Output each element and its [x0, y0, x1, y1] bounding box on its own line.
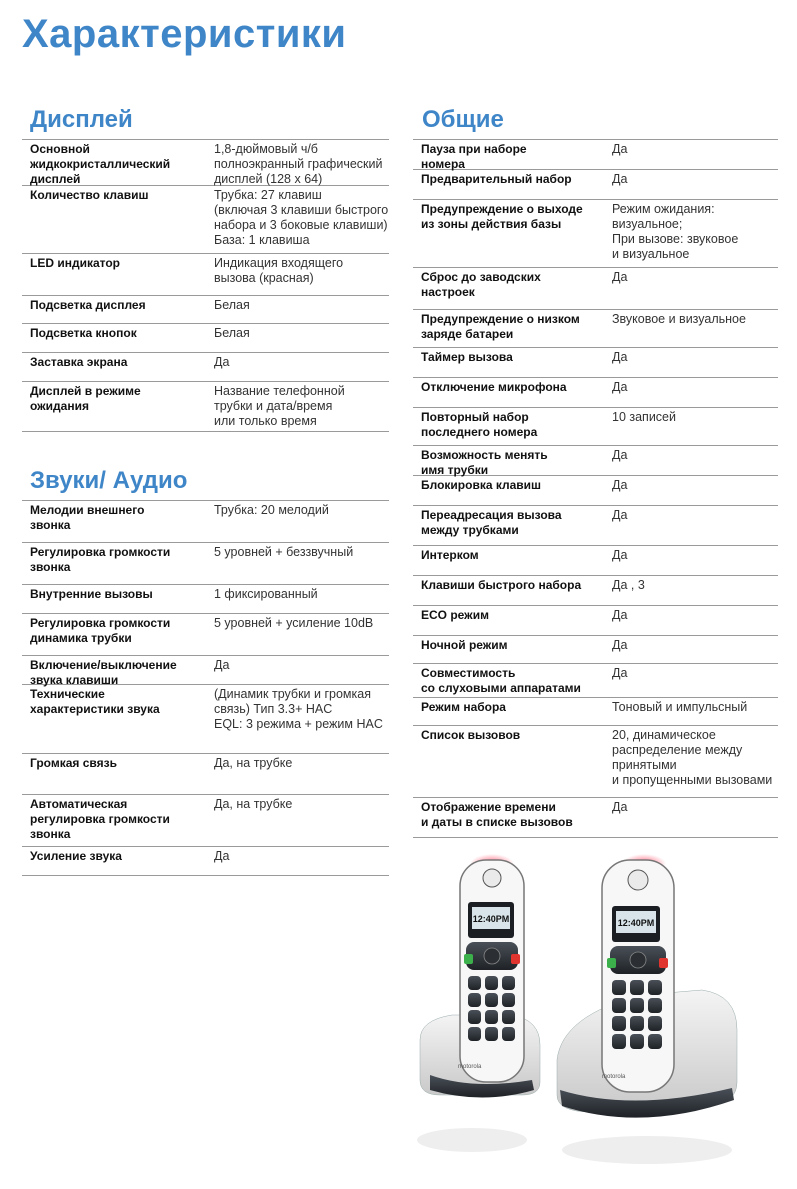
page-title: Характеристики [22, 12, 347, 56]
phone-b-brand: motorola [602, 1074, 626, 1080]
spec-row [413, 408, 778, 446]
spec-value: Да [612, 608, 628, 622]
spec-value: Да [612, 172, 628, 186]
spec-row [22, 140, 389, 186]
spec-row [413, 140, 778, 170]
spec-value: (Динамик трубки и громкая связь) Тип 3.3+ HAC EQL: 3 режима + режим HAC [214, 687, 383, 731]
spec-value: Да [612, 638, 628, 652]
spec-value: Тоновый и импульсный [612, 700, 748, 714]
spec-row [22, 324, 389, 353]
spec-row [413, 378, 778, 408]
spec-label: Пауза при наборе номера [421, 142, 527, 171]
spec-value: 5 уровней + беззвучный [214, 545, 354, 559]
spec-row [22, 685, 389, 754]
spec-label: Подсветка кнопок [30, 326, 137, 340]
spec-label: Включение/выключение звука клавиши [30, 658, 177, 687]
spec-row [413, 170, 778, 200]
spec-label: LED индикатор [30, 256, 121, 270]
display-section-title: Дисплей [30, 106, 133, 133]
spec-label: Сброс до заводских настроек [421, 270, 541, 299]
spec-value: Режим ожидания: визуальное; При вызове: звуковое и визуальное [612, 202, 739, 261]
cordless-phones-illustration [412, 850, 792, 1180]
spec-value: Да, на трубке [214, 756, 293, 770]
spec-label: Совместимость со слуховыми аппаратами [421, 666, 581, 695]
spec-row [22, 754, 389, 795]
spec-row [413, 506, 778, 546]
spec-label: Количество клавиш [30, 188, 149, 202]
spec-label: Блокировка клавиш [421, 478, 542, 492]
spec-value: Название телефонной трубки и дата/время или только время [214, 384, 345, 428]
spec-row [413, 636, 778, 664]
spec-row [413, 546, 778, 576]
spec-value: Да , 3 [612, 578, 645, 592]
spec-label: Регулировка громкости динамика трубки [30, 616, 171, 645]
spec-value: 1,8-дюймовый ч/б полноэкранный графический дисплей (128 x 64) [214, 142, 383, 186]
spec-row [22, 847, 389, 876]
spec-label: Предварительный набор [421, 172, 572, 186]
spec-value: Индикация входящего вызова (красная) [214, 256, 344, 285]
spec-value: Да [612, 142, 628, 156]
spec-label: Отключение микрофона [421, 380, 567, 394]
spec-label: Дисплей в режиме ожидания [30, 384, 141, 413]
spec-value: Белая [214, 298, 250, 312]
spec-label: Переадресация вызова между трубками [421, 508, 562, 537]
spec-label: Ночной режим [421, 638, 508, 652]
spec-value: Белая [214, 326, 250, 340]
spec-label: Мелодии внешнего звонка [30, 503, 145, 532]
spec-value: Да [612, 270, 628, 284]
spec-value: 1 фиксированный [214, 587, 318, 601]
phone-a-brand: motorola [458, 1064, 482, 1070]
spec-row [413, 200, 778, 268]
spec-label: Предупреждение о выходе из зоны действия базы [421, 202, 583, 231]
spec-label: Клавиши быстрого набора [421, 578, 582, 592]
spec-row [413, 664, 778, 698]
spec-label: Список вызовов [421, 728, 521, 742]
spec-value: Да [214, 658, 230, 672]
spec-label: Основной жидкокристаллический дисплей [30, 142, 171, 186]
product-photo [412, 850, 792, 1180]
spec-label: Автоматическая регулировка громкости звонка [30, 797, 170, 841]
spec-value: Да [612, 666, 628, 680]
spec-row [413, 348, 778, 378]
spec-row [22, 795, 389, 847]
spec-label: Усиление звука [30, 849, 122, 863]
spec-label: Отображение времени и даты в списке вызовов [421, 800, 573, 829]
spec-row [22, 501, 389, 543]
display-spec-table [22, 139, 389, 432]
spec-label: Предупреждение о низком заряде батареи [421, 312, 580, 341]
spec-row [22, 186, 389, 254]
spec-value: Да [612, 478, 628, 492]
spec-label: Таймер вызова [421, 350, 513, 364]
sound-spec-table [22, 500, 389, 876]
spec-row [413, 606, 778, 636]
spec-label: Громкая связь [30, 756, 117, 770]
spec-value: Да [612, 508, 628, 522]
spec-row [22, 656, 389, 685]
spec-row [413, 798, 778, 838]
spec-row [413, 476, 778, 506]
spec-value: Да, на трубке [214, 797, 293, 811]
spec-row [413, 310, 778, 348]
spec-value: 20, динамическое распределение между принятыми и пропущенными вызовами [612, 728, 773, 787]
spec-label: Внутренние вызовы [30, 587, 153, 601]
spec-label: Интерком [421, 548, 479, 562]
spec-label: Подсветка дисплея [30, 298, 146, 312]
spec-row [413, 268, 778, 310]
spec-value: Звуковое и визуальное [612, 312, 746, 326]
spec-label: Технические характеристики звука [30, 687, 160, 716]
spec-row [413, 726, 778, 798]
phone-b-screen-time: 12:40PM [617, 918, 655, 928]
spec-value: Да [612, 548, 628, 562]
spec-label: Возможность менять имя трубки [421, 448, 548, 477]
spec-value: 10 записей [612, 410, 676, 424]
spec-row [22, 585, 389, 614]
spec-row [22, 296, 389, 324]
spec-value: Да [612, 800, 628, 814]
spec-label: Режим набора [421, 700, 506, 714]
spec-value: Да [612, 448, 628, 462]
phone-a-screen-time: 12:40PM [472, 914, 510, 924]
spec-row [22, 543, 389, 585]
spec-value: Да [214, 849, 230, 863]
spec-row [22, 614, 389, 656]
general-section-title: Общие [422, 106, 504, 133]
spec-value: Да [214, 355, 230, 369]
spec-row [413, 698, 778, 726]
sound-section-title: Звуки/ Аудио [30, 467, 188, 494]
spec-row [413, 576, 778, 606]
spec-value: Да [612, 380, 628, 394]
spec-row [22, 254, 389, 296]
spec-value: Трубка: 27 клавиш (включая 3 клавиши быстрого набора и 3 боковые клавиши) База: 1 клавиша [214, 188, 389, 247]
spec-value: 5 уровней + усиление 10dB [214, 616, 374, 630]
spec-row [22, 353, 389, 382]
spec-value: Да [612, 350, 628, 364]
spec-value: Трубка: 20 мелодий [214, 503, 329, 517]
general-spec-table [413, 139, 778, 838]
spec-row [413, 446, 778, 476]
spec-label: Повторный набор последнего номера [421, 410, 538, 439]
spec-row [22, 382, 389, 432]
spec-label: Заставка экрана [30, 355, 128, 369]
spec-label: ECO режим [421, 608, 489, 622]
spec-label: Регулировка громкости звонка [30, 545, 171, 574]
